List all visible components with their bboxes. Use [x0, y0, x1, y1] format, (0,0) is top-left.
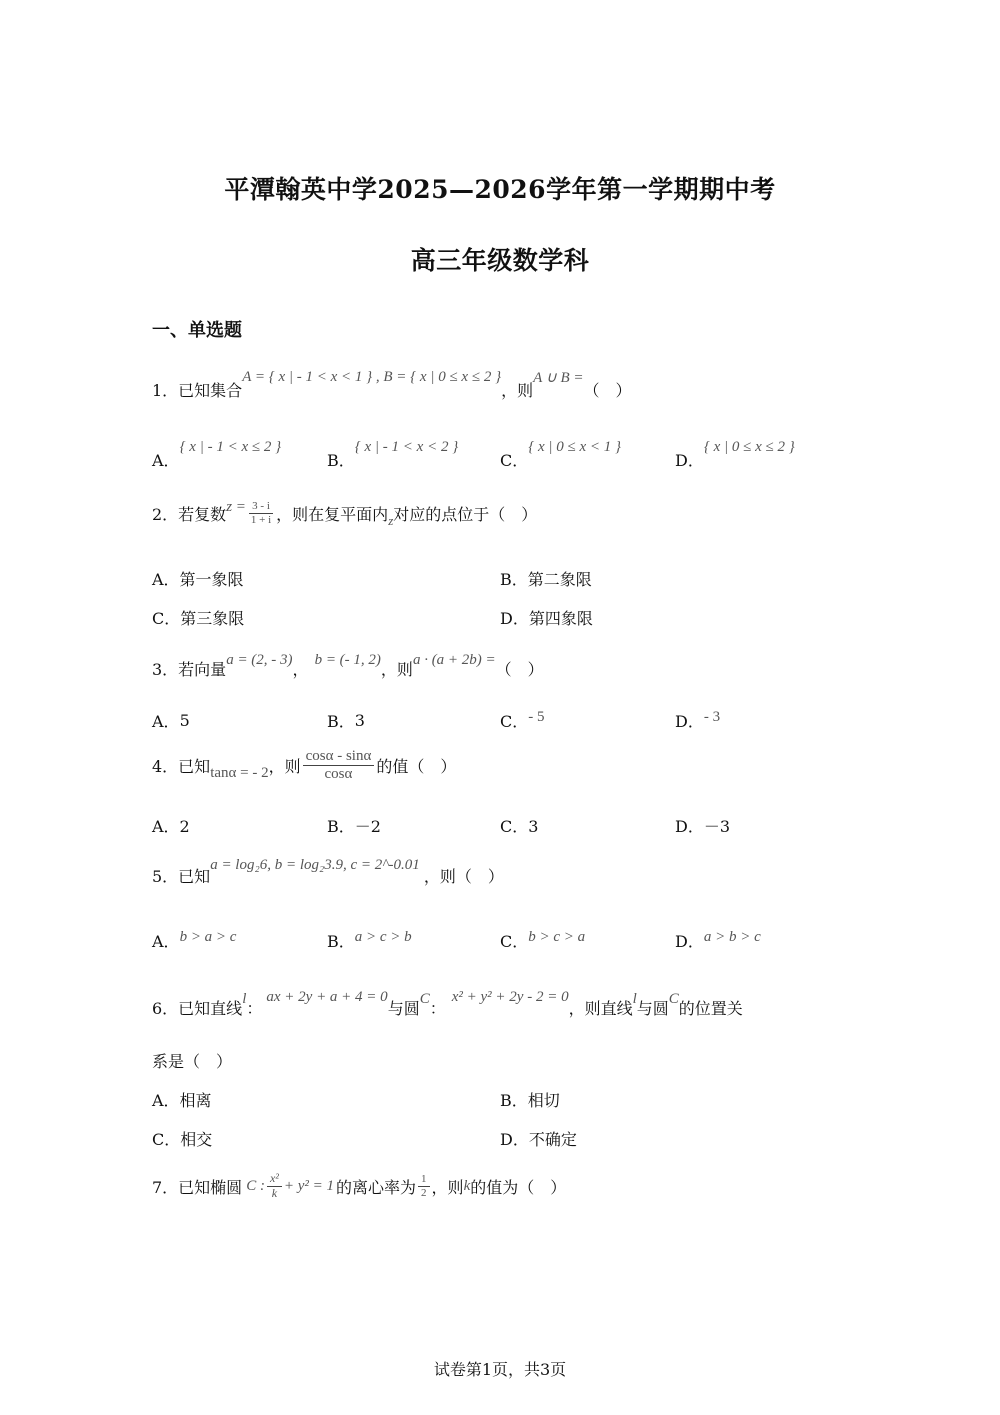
- exam-title: 平潭翰英中学2025—2026学年第一学期期中考: [224, 175, 776, 204]
- question-6-circle-equation: x² + y² + 2y - 2 = 0: [451, 989, 569, 1005]
- option-formula: - 5: [528, 709, 545, 725]
- question-4-tan-formula: tanα = - 2: [210, 765, 269, 782]
- q6-option-c[interactable]: C．相交: [152, 1130, 213, 1149]
- q1-option-d[interactable]: [675, 439, 795, 471]
- question-2-stem-end: 对应的点位于（ ）: [393, 504, 538, 524]
- q5-option-d[interactable]: [675, 929, 761, 952]
- option-formula: { x | - 1 < x < 2 }: [354, 439, 459, 455]
- question-1-sets-formula: A = { x | - 1 < x < 1 } , B = { x | 0 ≤ x ≤ 2 }: [242, 369, 502, 385]
- q3-option-a[interactable]: [152, 709, 190, 732]
- q4-option-c[interactable]: C．3: [500, 817, 539, 836]
- option-label: C．: [500, 932, 529, 951]
- question-7-stem: 7．已知椭圆: [152, 1177, 243, 1197]
- question-6-stem-d: 与圆: [636, 999, 669, 1018]
- q3-option-d[interactable]: [675, 709, 720, 732]
- fraction-numerator: 1: [418, 1173, 430, 1187]
- option-label: C．: [500, 451, 529, 470]
- question-7-k: k: [463, 1177, 471, 1194]
- option-label: A．: [152, 451, 180, 470]
- question-5: [152, 857, 504, 887]
- question-1-paren: （ ）: [583, 381, 632, 400]
- question-1: [152, 369, 632, 401]
- fraction-denominator: 1 + i: [250, 513, 272, 526]
- q5-option-c[interactable]: [500, 929, 585, 952]
- question-2-z2: z: [388, 513, 394, 529]
- q6-option-b[interactable]: B．相切: [500, 1091, 560, 1110]
- eccentricity-fraction: [418, 1173, 430, 1199]
- question-2-fraction: [248, 500, 274, 526]
- question-1-stem: 1．已知集合: [152, 381, 243, 400]
- q5-option-b[interactable]: [327, 929, 412, 952]
- q2-option-c[interactable]: C．第三象限: [152, 609, 245, 628]
- q3-option-c[interactable]: [500, 709, 545, 732]
- question-7-fraction: [267, 1172, 282, 1201]
- q5-option-a[interactable]: [152, 929, 236, 952]
- question-7-c: C :: [246, 1177, 265, 1194]
- option-label: B．: [327, 932, 355, 951]
- fraction-denominator: 2: [421, 1186, 427, 1199]
- question-6-stem-mid: 与圆: [387, 999, 420, 1018]
- fraction-numerator: cosα - sinα: [303, 748, 375, 766]
- fraction-numerator: 3 - i: [249, 500, 273, 514]
- question-5-stem-end: ，则（ ）: [423, 867, 504, 886]
- fraction-denominator: cosα: [324, 766, 353, 783]
- question-3-vector-a: a = (2, - 3): [226, 652, 293, 668]
- question-3-paren: （ ）: [495, 660, 544, 679]
- q1-option-c[interactable]: [500, 439, 622, 471]
- question-3-expression: a · (a + 2b) =: [412, 652, 496, 668]
- fraction-denominator: k: [271, 1185, 278, 1200]
- question-6-l2: l: [632, 991, 637, 1007]
- option-label: A．: [152, 712, 180, 731]
- q6-option-a[interactable]: A．相离: [152, 1091, 212, 1110]
- option-label: D．: [675, 932, 704, 951]
- question-5-stem: 5．已知: [152, 867, 211, 886]
- exam-subtitle: 高三年级数学科: [410, 246, 590, 275]
- question-3-sep: ，: [292, 660, 309, 679]
- option-formula: - 3: [703, 709, 721, 725]
- question-2-stem-mid: ，则在复平面内: [276, 504, 389, 524]
- question-4-stem-mid: ，则: [268, 757, 301, 777]
- question-7-rest: + y² = 1: [283, 1177, 335, 1194]
- option-label: B．: [327, 451, 355, 470]
- option-formula: b > a > c: [179, 929, 237, 945]
- question-1-union-formula: A ∪ B =: [533, 370, 584, 386]
- question-6-stem-f: 系是（ ）: [152, 1052, 233, 1071]
- section-heading: 一、单选题: [152, 320, 242, 341]
- option-label: C．: [500, 712, 529, 731]
- option-formula: { x | 0 ≤ x ≤ 2 }: [703, 439, 795, 455]
- question-2: [152, 498, 538, 529]
- question-6-colon2: ：: [429, 999, 446, 1018]
- question-6-c2: C: [668, 991, 679, 1007]
- option-value: 5: [179, 711, 190, 730]
- fraction-numerator: x²: [267, 1172, 282, 1187]
- q2-option-a[interactable]: A．第一象限: [152, 570, 244, 589]
- question-4: [152, 748, 456, 784]
- question-6-continued: [152, 1049, 232, 1072]
- q1-option-b[interactable]: [327, 439, 459, 471]
- question-7-stem-mid: 的离心率为: [336, 1177, 417, 1197]
- option-value: 3: [354, 711, 365, 730]
- q4-option-b[interactable]: B．－2: [327, 817, 381, 836]
- question-7: [152, 1172, 566, 1201]
- q3-option-b[interactable]: [327, 709, 365, 732]
- question-6-line-equation: ax + 2y + a + 4 = 0: [266, 989, 388, 1005]
- question-7-stem-end: 的值为（ ）: [470, 1177, 567, 1197]
- q2-option-d[interactable]: D．第四象限: [500, 609, 593, 628]
- question-3-stem: 3．若向量: [152, 660, 227, 679]
- question-4-fraction: [303, 748, 375, 784]
- question-6: [152, 989, 743, 1019]
- option-formula: b > c > a: [528, 929, 586, 945]
- question-6-c: C: [419, 991, 430, 1007]
- question-5-formula: a = log₂6, b = log₂3.9, c = 2^-0.01: [210, 857, 420, 873]
- option-formula: a > c > b: [354, 929, 412, 945]
- option-formula: { x | - 1 < x ≤ 2 }: [179, 439, 282, 455]
- question-2-stem: 2．若复数: [152, 504, 227, 524]
- option-label: D．: [675, 451, 704, 470]
- question-6-stem-e: 的位置关: [678, 999, 743, 1018]
- question-3-vector-b: b = (- 1, 2): [314, 652, 381, 668]
- q2-option-b[interactable]: B．第二象限: [500, 570, 592, 589]
- question-6-colon: ：: [246, 999, 263, 1018]
- question-6-l: l: [242, 991, 247, 1007]
- q4-option-d[interactable]: D．－3: [675, 817, 731, 836]
- question-4-stem-end: 的值（ ）: [376, 757, 457, 777]
- question-3: [152, 652, 544, 680]
- option-label: B．: [327, 712, 355, 731]
- page-footer: 试卷第1页，共3页: [433, 1360, 567, 1379]
- option-label: A．: [152, 932, 180, 951]
- question-7-stem-c: ，则: [431, 1177, 464, 1197]
- question-2-z: z =: [226, 498, 246, 515]
- question-3-stem-mid: ，则: [380, 660, 413, 679]
- question-4-stem: 4．已知: [152, 757, 211, 777]
- q1-option-a[interactable]: [152, 439, 282, 471]
- option-label: D．: [675, 712, 704, 731]
- q6-option-d[interactable]: D．不确定: [500, 1130, 577, 1149]
- question-6-stem-c: ，则直线: [568, 999, 633, 1018]
- question-6-stem: 6．已知直线: [152, 999, 243, 1018]
- question-1-stem-mid: ，则: [501, 381, 534, 400]
- option-formula: { x | 0 ≤ x < 1 }: [528, 439, 622, 455]
- option-formula: a > b > c: [703, 929, 761, 945]
- q4-option-a[interactable]: A．2: [152, 817, 190, 836]
